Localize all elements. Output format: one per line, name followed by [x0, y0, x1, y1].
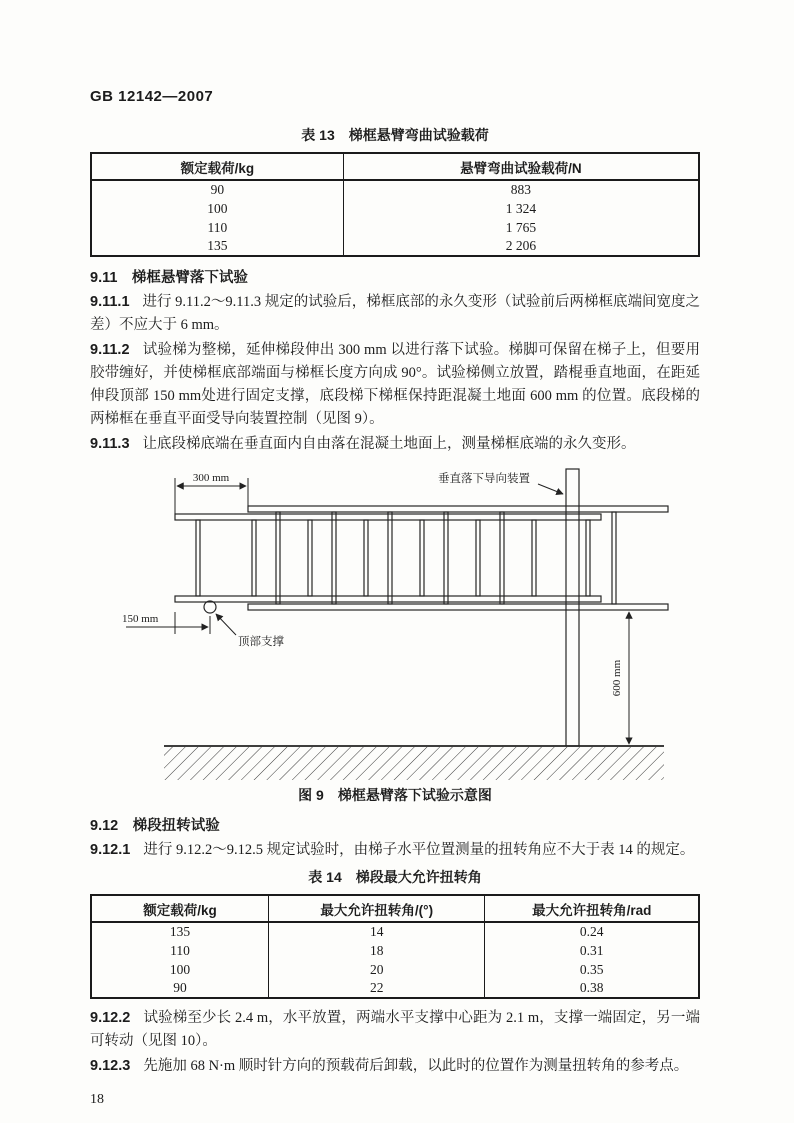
clause-9-11-1 — [90, 291, 700, 337]
table-row — [91, 199, 699, 218]
table-row — [91, 922, 699, 941]
table-row — [91, 237, 699, 256]
table-cell: 0.24 — [485, 922, 699, 941]
table-cell: 110 — [170, 942, 190, 958]
table-cell: 2 206 — [343, 237, 699, 256]
top-support-label: 顶部支撑 — [238, 636, 284, 648]
clause-text: 进行 9.11.2～9.11.3 规定的试验后，梯框底部的永久变形（试验前后两梯框底端间宽度之差）不应大于 6 mm。 — [90, 294, 700, 333]
table-cell: 0.31 — [485, 941, 699, 960]
lower-section-rungs — [196, 520, 590, 596]
upper-rail-top — [248, 506, 668, 512]
table-cell: 22 — [269, 979, 485, 998]
clause-text: 试验梯为整梯，延伸梯段伸出 300 mm 以进行落下试验。梯脚可保留在梯子上，但要用胶带缠好，并使梯框底部端面与梯框长度方向成 90°。试验梯侧立放置，踏棍垂直地面，在距延伸段顶部 150 mm处进行固定支撑，底段梯下梯框保持距混凝土地面 600 mm 的位置。底段梯的两梯框在垂直平面受导向装置控制（见图 9）。 — [90, 342, 700, 427]
table13 — [90, 152, 700, 257]
table13-header-row — [91, 153, 699, 180]
clause-number: 9.11.1 — [90, 294, 130, 310]
clause-9-11-3 — [90, 433, 700, 456]
document-code: GB 12142—2007 — [90, 88, 214, 105]
clause-9-11-2 — [90, 339, 700, 431]
table-cell: 20 — [269, 960, 485, 979]
table-cell: 100 — [169, 961, 191, 977]
upper-rail-bottom — [248, 604, 668, 610]
table-row — [91, 960, 699, 979]
ground-hatch — [164, 747, 664, 780]
guide-device-label: 垂直落下导向装置 — [438, 473, 530, 485]
column-header: 额定载荷/kg — [91, 895, 269, 922]
table-cell: 1 765 — [343, 218, 699, 237]
column-header: 额定载荷/kg — [91, 153, 343, 180]
table13-body — [91, 180, 699, 256]
table-cell: 110 — [207, 219, 228, 235]
table-cell: 135 — [169, 924, 191, 939]
figure9-drawing — [86, 464, 708, 784]
table14-header-row — [91, 895, 699, 922]
clause-text: 试验梯至少长 2.4 m，水平放置，两端水平支撑中心距为 2.1 m，支撑一端固定，另一端可转动（见图 10）。 — [90, 1010, 700, 1049]
upper-section-rungs — [276, 512, 616, 604]
clause-9-12-3 — [90, 1055, 700, 1078]
clause-text: 先施加 68 N·m 顺时针方向的预载荷后卸载，以此时的位置作为测量扭转角的参考点。 — [143, 1058, 689, 1074]
table-cell: 90 — [210, 182, 225, 197]
table-cell: 100 — [207, 200, 228, 216]
table-cell: 18 — [269, 941, 485, 960]
column-header: 最大允许扭转角/(°) — [269, 895, 485, 922]
table-row — [91, 218, 699, 237]
clause-number: 9.12.3 — [90, 1058, 131, 1074]
table-cell: 883 — [343, 180, 699, 199]
column-header: 最大允许扭转角/rad — [485, 895, 699, 922]
table-cell: 90 — [173, 980, 187, 995]
figure9-caption: 图 9 梯框悬臂落下试验示意图 — [298, 787, 492, 803]
table13-title: 表 13 梯框悬臂弯曲试验载荷 — [301, 127, 489, 143]
table-row — [91, 941, 699, 960]
clause-number: 9.12.2 — [90, 1010, 131, 1026]
guide-device-arrow — [538, 484, 563, 494]
page-number: 18 — [90, 1092, 104, 1107]
section-heading-9-11: 9.11 梯框悬臂落下试验 — [90, 270, 248, 286]
clause-number: 9.12.1 — [90, 842, 131, 858]
clause-9-12-2 — [90, 1007, 700, 1053]
ladder-drop-test-diagram — [86, 464, 708, 784]
clause-9-12-1 — [90, 839, 700, 862]
table-cell: 1 324 — [343, 199, 699, 218]
clause-number: 9.11.2 — [90, 342, 130, 358]
table14-body — [91, 922, 699, 998]
dim-300-label: 300 mm — [192, 472, 230, 484]
table-cell: 0.38 — [485, 979, 699, 998]
table-cell: 14 — [269, 922, 485, 941]
dim-600-label: 600 mm — [611, 659, 623, 697]
column-header: 悬臂弯曲试验载荷/N — [343, 153, 699, 180]
clause-text: 让底段梯底端在垂直面内自由落在混凝土地面上，测量梯框底端的永久变形。 — [142, 436, 636, 452]
top-support-arrow — [216, 614, 236, 635]
section-heading-9-12: 9.12 梯段扭转试验 — [90, 818, 220, 834]
table-cell: 135 — [207, 238, 228, 253]
guide-post — [566, 469, 579, 746]
table14-title: 表 14 梯段最大允许扭转角 — [308, 869, 482, 885]
clause-number: 9.11.3 — [90, 436, 130, 452]
top-support-roller — [204, 601, 216, 613]
table-row — [91, 979, 699, 998]
dim-150-label: 150 mm — [122, 613, 159, 625]
clause-text: 进行 9.12.2～9.12.5 规定试验时，由梯子水平位置测量的扭转角应不大于表 14 的规定。 — [143, 842, 695, 858]
table-cell: 0.35 — [485, 960, 699, 979]
table-row — [91, 180, 699, 199]
table14 — [90, 894, 700, 999]
